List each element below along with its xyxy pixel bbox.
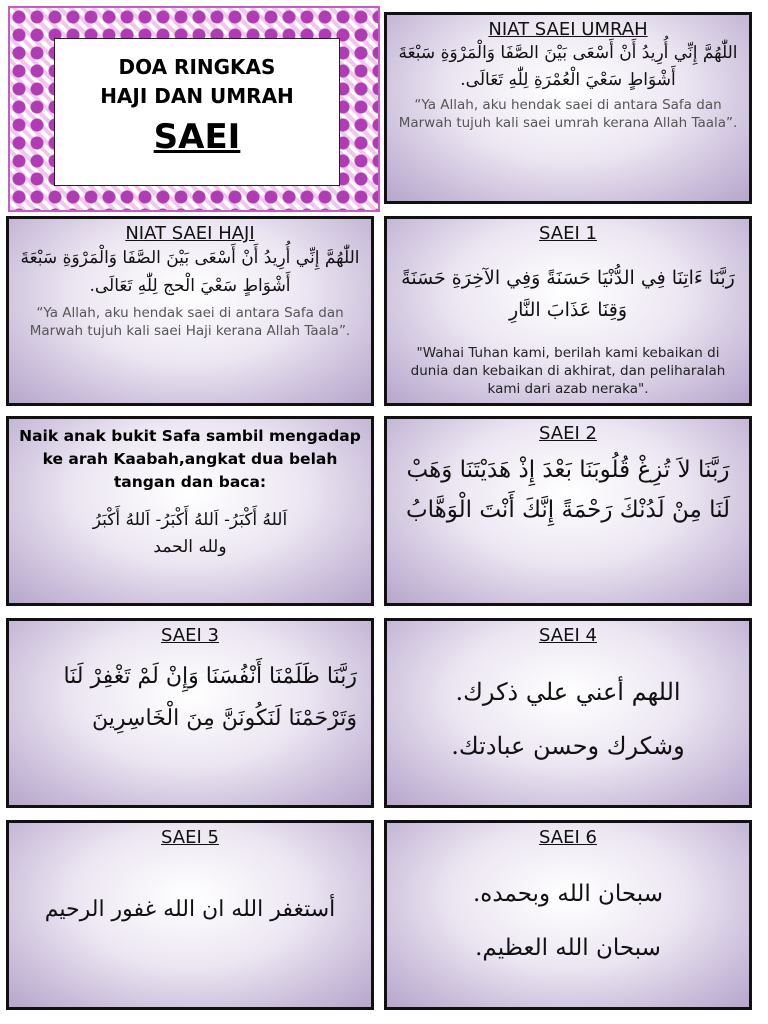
title-box (54, 38, 340, 186)
card-heading: SAEI 1 (539, 223, 597, 244)
tahmid-text: ولله الحمد (153, 537, 227, 557)
title-line-2: HAJI DAN UMRAH (100, 84, 294, 108)
card-heading: NIAT SAEI UMRAH (488, 19, 648, 40)
instruction-text: Naik anak bukit Safa sambil mengadap ke arah Kaabah,angkat dua belah tangan dan baca: (19, 427, 361, 491)
arabic-text: رَبَّنَا ءَاتِنَا فِي الدُّنْيَا حَسَنَةً وَفِي الآخِرَةِ حَسَنَةً وَقِنَا عَذَابَ النَّارِ (401, 267, 735, 321)
card-saei-5 (6, 820, 374, 1010)
card-heading: SAEI 5 (161, 827, 219, 848)
arabic-text: اللّٰهُمَّ إِنِّي أُرِيدُ أَنْ أَسْعَى بَيْنَ الصَّفَا وَالْمَرْوَةِ سَبْعَةَ أَشْوَاطٍ سَعْيَ الْحج لِلّٰهِ تَعَالَى. (20, 248, 360, 296)
title-card (8, 6, 380, 212)
takbir-text: اَللهُ أَكْبَرُ- اَللهُ أَكْبَرُ- اَللهُ أَكْبَرُ (92, 510, 288, 530)
card-heading: SAEI 3 (161, 625, 219, 646)
arabic-line-2: وشكرك وحسن عبادتك. (451, 732, 685, 760)
translation-text: "Wahai Tuhan kami, berilah kami kebaikan di dunia dan kebaikan di akhirat, dan peliharalah kami dari azab neraka". (410, 345, 726, 397)
title-line-1: DOA RINGKAS (118, 55, 276, 79)
arabic-line-1: سبحان الله وبحمده. (472, 881, 663, 907)
arabic-line-1: اللهم أعني علي ذكرك. (455, 678, 681, 706)
card-saei-4 (384, 618, 752, 808)
card-heading: SAEI 4 (539, 625, 597, 646)
arabic-text: رَبَّنَا لاَ تُزِغْ قُلُوبَنَا بَعْدَ إِذْ هَدَيْتَنَا وَهَبْ لَنَا مِنْ لَدُنْكَ رَحْمَةً إِنَّكَ أَنْتَ الْوَهَّابُ (405, 457, 731, 523)
card-heading: SAEI 6 (539, 827, 597, 848)
card-niat-saei-umrah (384, 12, 752, 204)
card-saei-3 (6, 618, 374, 808)
arabic-text: اللّٰهُمَّ إِنِّي أُرِيدُ أَنْ أَسْعَى بَيْنَ الصَّفَا وَالْمَرْوَةِ سَبْعَةَ أَشْوَاطٍ سَعْيَ الْعُمْرَةِ لِلّٰهِ تَعَالَى. (398, 43, 738, 90)
translation-text: “Ya Allah, aku hendak saei di antara Safa dan Marwah tujuh kali saei Haji kerana Allah Taala”. (29, 305, 351, 339)
arabic-text: أستغفر الله ان الله غفور الرحيم (44, 897, 336, 922)
translation-text: “Ya Allah, aku hendak saei di antara Safa dan Marwah tujuh kali saei umrah kerana Allah Taala”. (398, 97, 738, 131)
card-safa-instruction (6, 416, 374, 606)
card-saei-2 (384, 416, 752, 606)
card-heading: NIAT SAEI HAJI (125, 223, 255, 244)
arabic-text: رَبَّنَا ظَلَمْنَا أَنْفُسَنَا وَإِنْ لَمْ تَغْفِرْ لَنَا وَتَرْحَمْنَا لَنَكُونَنَّ مِنَ الْخَاسِرِينَ (63, 664, 357, 731)
arabic-line-2: سبحان الله العظيم. (475, 935, 661, 961)
card-saei-6 (384, 820, 752, 1010)
title-line-3: SAEI (153, 117, 241, 157)
card-saei-1 (384, 216, 752, 406)
card-niat-saei-haji (6, 216, 374, 406)
card-heading: SAEI 2 (539, 423, 597, 444)
